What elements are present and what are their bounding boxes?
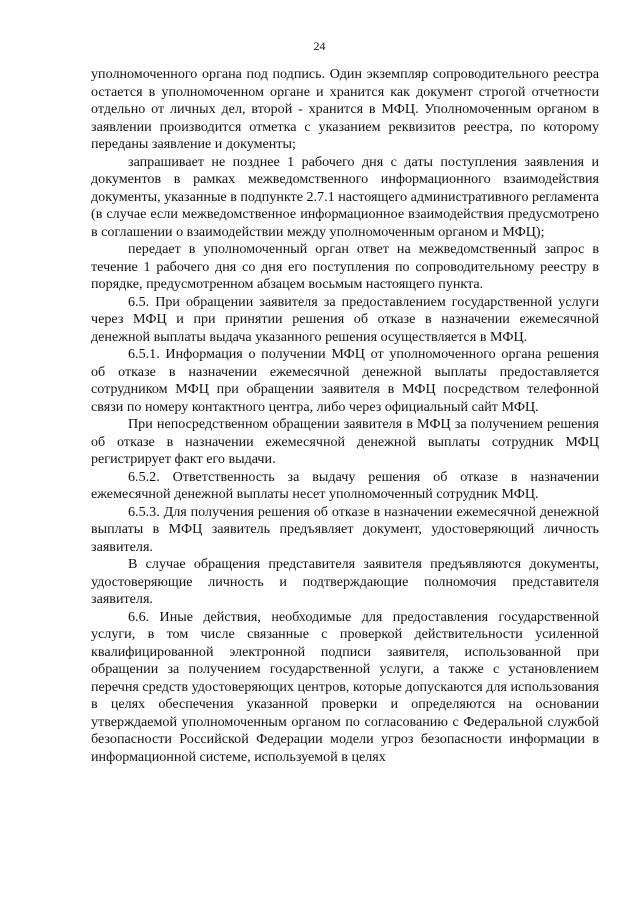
paragraph-6-5-3: 6.5.3. Для получения решения об отказе в назначении ежемесячной денежной выплаты в МФЦ заявитель предъявляет документ, удостоверяющий личность заявителя. xyxy=(91,503,599,555)
paragraph-6-5: 6.5. При обращении заявителя за предоставлением государственной услуги через МФЦ и при принятии решения об отказе в назначении ежемесячной денежной выплаты выдача указанного решения осуществляется в МФЦ. xyxy=(91,293,599,345)
paragraph-6-5-2: 6.5.2. Ответственность за выдачу решения об отказе в назначении ежемесячной денежной выплаты несет уполномоченный сотрудник МФЦ. xyxy=(91,468,599,502)
paragraph-continuation: уполномоченного органа под подпись. Один экземпляр сопроводительного реестра остается в уполномоченном органе и хранится как документ строгой отчетности отдельно от личных дел, второй - хранится в МФЦ. Уполномоченным органом в заявлении производится отметка с указанием реквизитов реестра, по которому переданы заявление и документы; xyxy=(91,66,599,152)
paragraph-request-documents: запрашивает не позднее 1 рабочего дня с даты поступления заявления и документов в рамках межведомственного информационного взаимодействия документы, указанные в подпункте 2.7.1 настоящего административного регламента (в случае если межведомственное информационное взаимодействия предусмотрено в соглашении о взаимодействии между уполномоченным органом и МФЦ); xyxy=(91,153,599,240)
paragraph-6-6: 6.6. Иные действия, необходимые для предоставления государственной услуги, в том числе связанные с проверкой действительности усиленной квалифицированной электронной подписи заявителя, использованной при обращении за получением государственной услуги, а также с установлением перечня средств удостоверяющих центров, которые допускаются для использования в целях обеспечения указанной проверки и определяются на основании утверждаемой уполномоченным органом по согласованию с Федеральной службой безопасности Российской Федерации модели угроз безопасности информации в информационной системе, используемой в целях xyxy=(91,608,599,765)
paragraph-representative: В случае обращения представителя заявителя предъявляются документы, удостоверяющие личность и подтверждающие полномочия представителя заявителя. xyxy=(91,556,599,607)
page-number: 24 xyxy=(313,39,326,53)
paragraph-transfer-response: передает в уполномоченный орган ответ на межведомственный запрос в течение 1 рабочего дня со дня его поступления по сопроводительному реестру в порядке, предусмотренном абзацем восьмым настоящего пункта. xyxy=(91,241,599,292)
paragraph-6-5-1: 6.5.1. Информация о получении МФЦ от уполномоченного органа решения об отказе в назначении ежемесячной денежной выплаты предоставляется сотрудником МФЦ при обращении заявителя в МФЦ посредством телефонной связи по номеру контактного центра, либо через официальный сайт МФЦ. xyxy=(91,346,599,415)
document-body xyxy=(91,66,599,766)
paragraph-direct-request: При непосредственном обращении заявителя в МФЦ за получением решения об отказе в назначении ежемесячной денежной выплаты сотрудник МФЦ регистрирует факт его выдачи. xyxy=(91,416,599,467)
